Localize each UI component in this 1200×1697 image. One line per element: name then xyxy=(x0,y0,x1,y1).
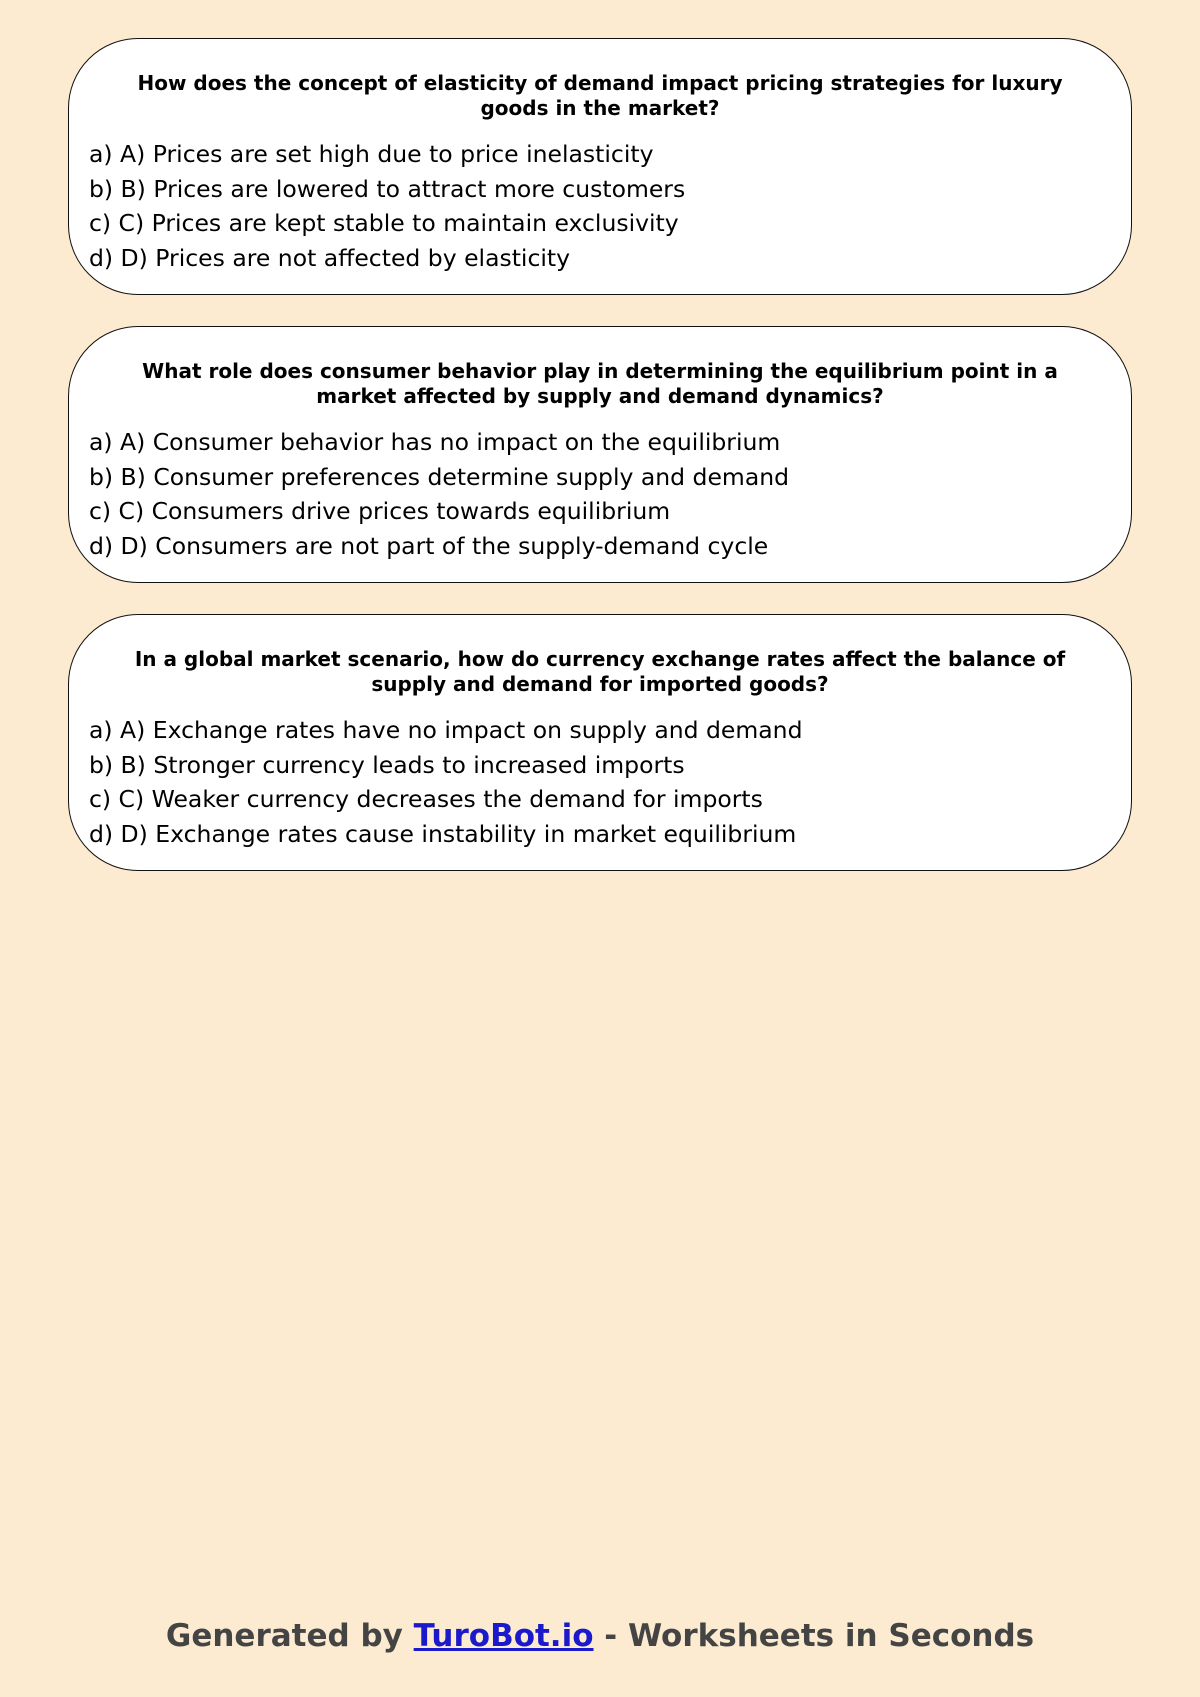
option-c: c) C) Prices are kept stable to maintain exclusivity xyxy=(89,209,679,237)
footer-suffix: - Worksheets in Seconds xyxy=(593,1618,1035,1654)
footer xyxy=(0,1618,1200,1654)
option-a: a) A) Exchange rates have no impact on supply and demand xyxy=(89,716,803,744)
option-d: d) D) Consumers are not part of the supply-demand cycle xyxy=(89,531,769,560)
option-c: c) C) Weaker currency decreases the demand for imports xyxy=(89,785,763,813)
option-b: b) B) Stronger currency leads to increased imports xyxy=(89,750,685,779)
option-a: a) A) Consumer behavior has no impact on the equilibrium xyxy=(89,428,781,456)
question-text: How does the concept of elasticity of demand impact pricing strategies for luxury goods in the market? xyxy=(137,71,1063,120)
footer-prefix: Generated by xyxy=(165,1618,414,1654)
question-text: What role does consumer behavior play in determining the equilibrium point in a market affected by supply and demand dynamics? xyxy=(142,359,1058,408)
option-d: d) D) Prices are not affected by elasticity xyxy=(89,243,571,272)
worksheet xyxy=(68,38,1132,902)
option-d: d) D) Exchange rates cause instability in market equilibrium xyxy=(89,819,797,848)
question-card-3 xyxy=(68,614,1132,871)
option-b: b) B) Consumer preferences determine supply and demand xyxy=(89,462,790,491)
question-card-2 xyxy=(68,326,1132,583)
question-card-1 xyxy=(68,38,1132,295)
question-text: In a global market scenario, how do currency exchange rates affect the balance of supply and demand for imported goods? xyxy=(134,647,1066,696)
option-list xyxy=(89,713,1111,851)
turobot-link[interactable]: TuroBot.io xyxy=(413,1618,594,1654)
option-c: c) C) Consumers drive prices towards equilibrium xyxy=(89,497,671,525)
option-list xyxy=(89,425,1111,563)
option-b: b) B) Prices are lowered to attract more customers xyxy=(89,174,686,203)
option-list xyxy=(89,137,1111,275)
option-a: a) A) Prices are set high due to price inelasticity xyxy=(89,140,654,168)
